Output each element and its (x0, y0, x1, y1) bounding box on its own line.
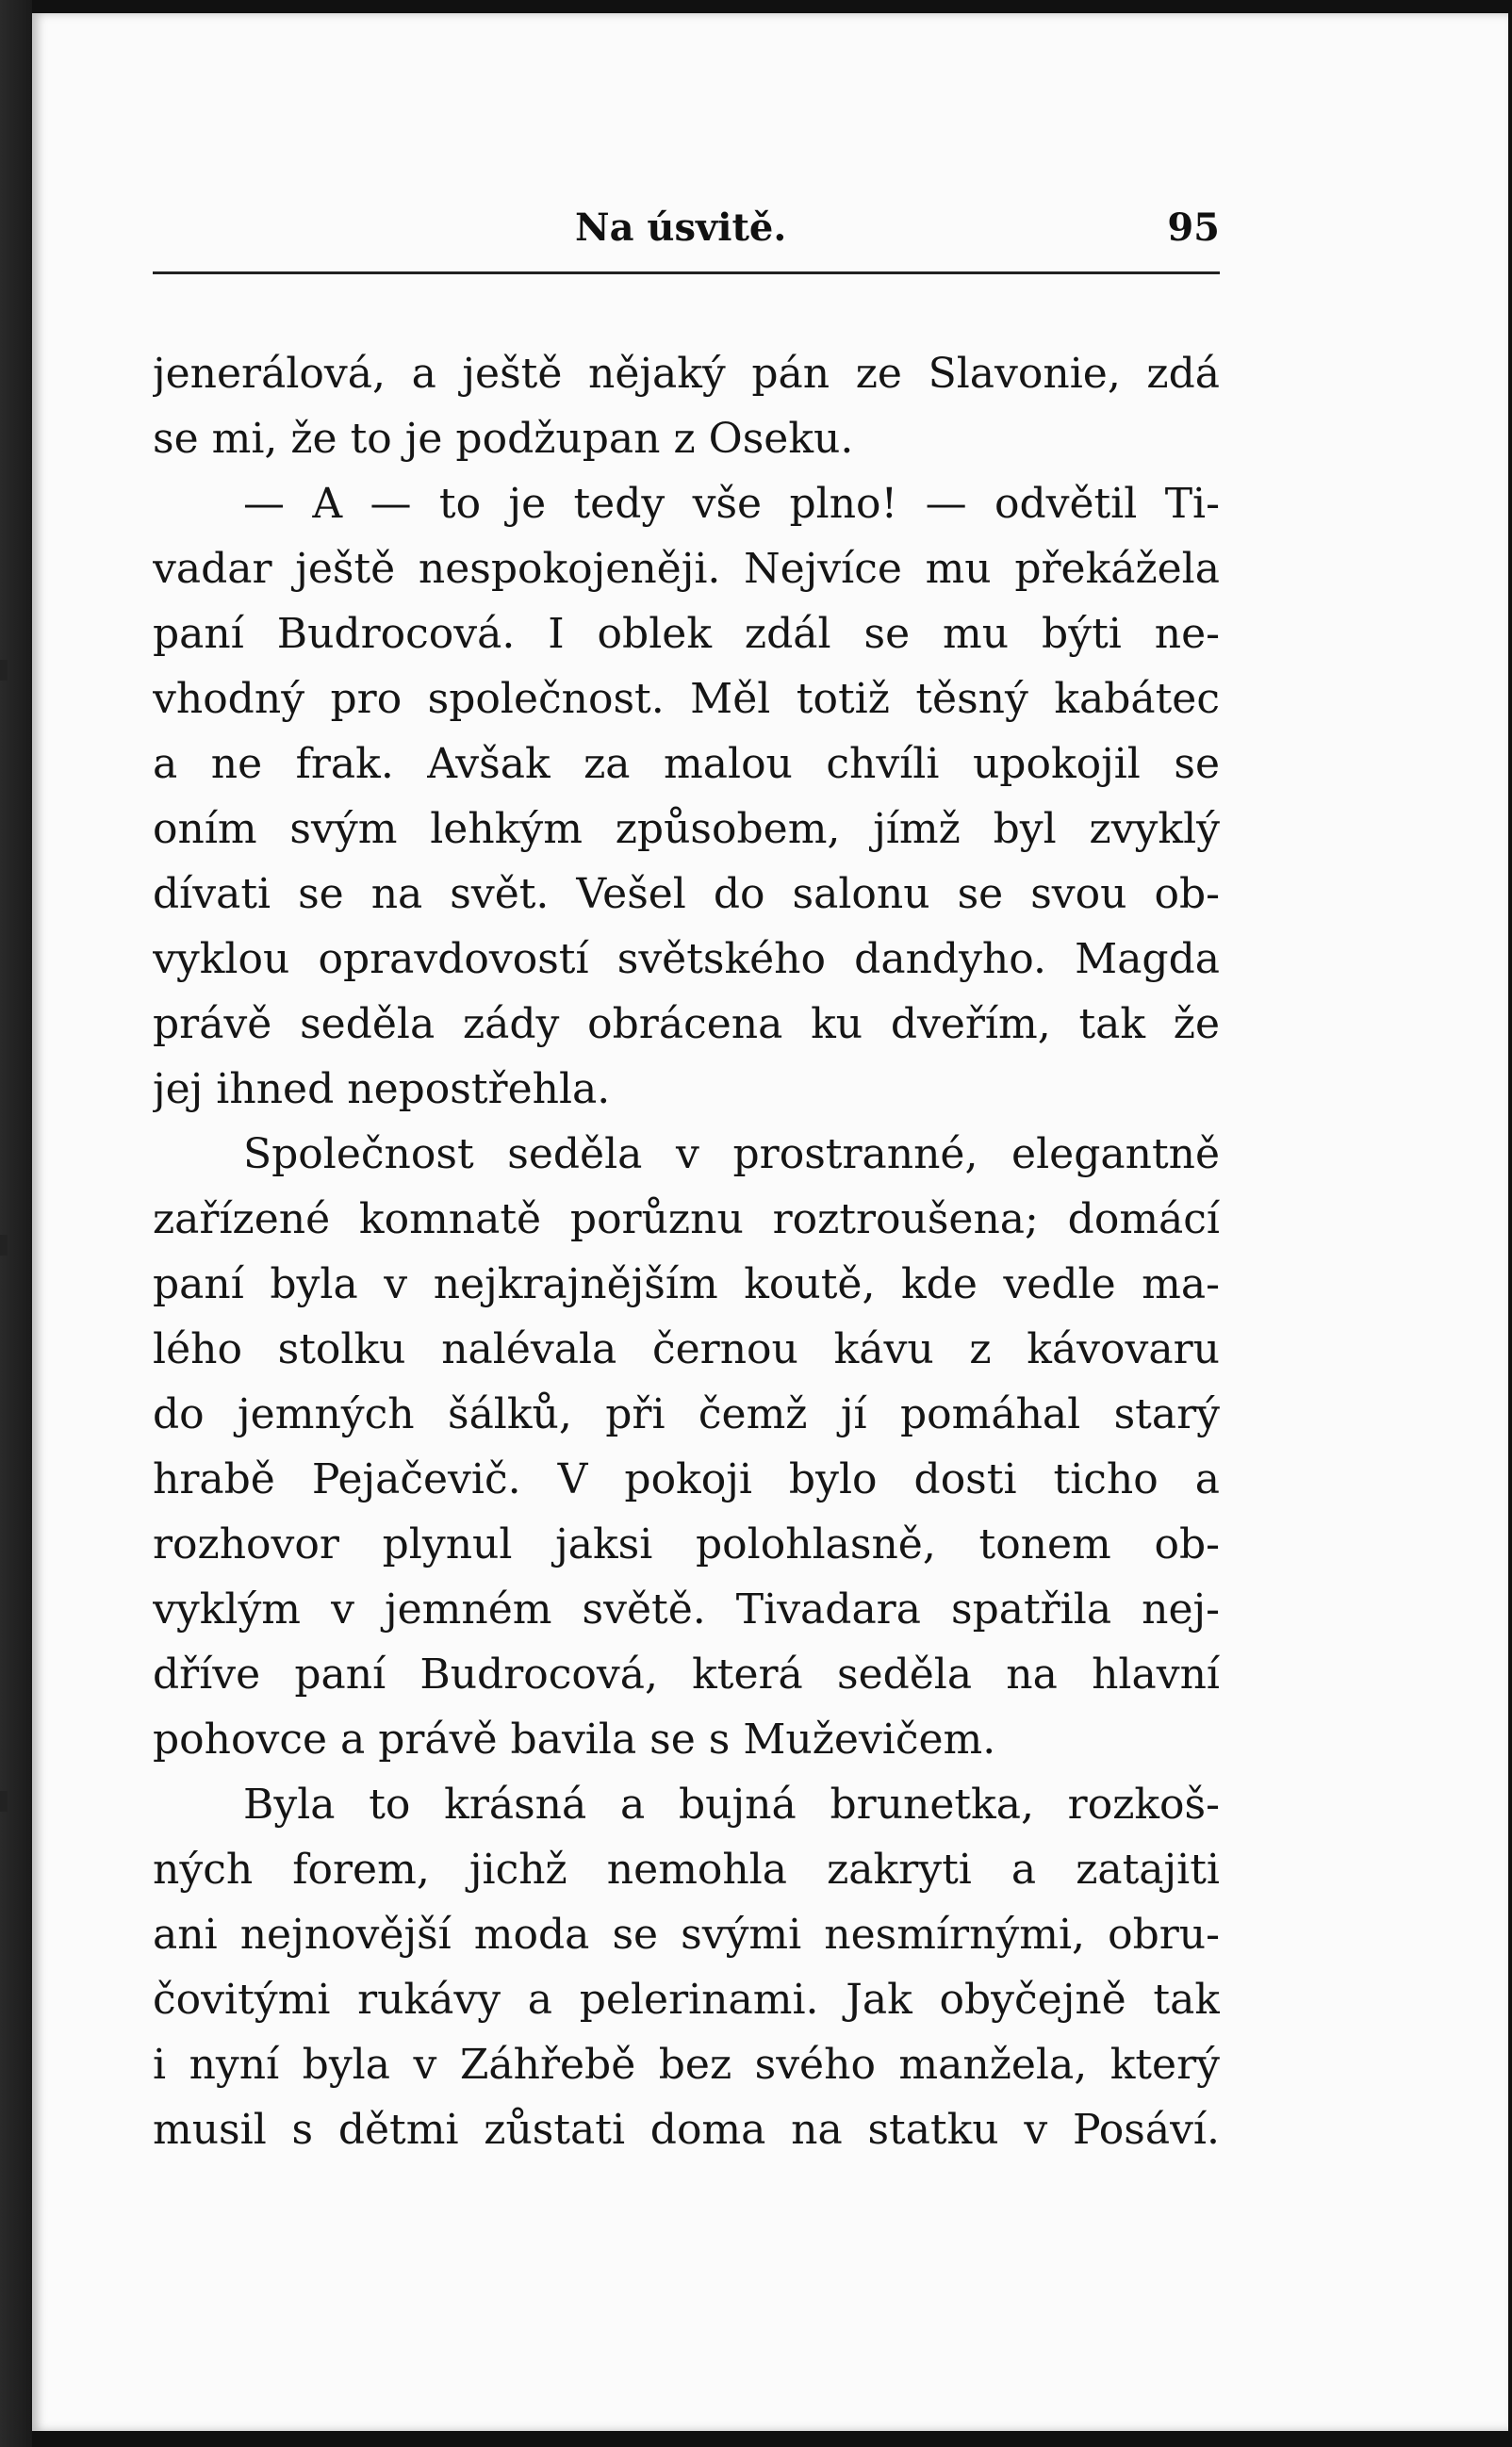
text-line: vadar ještě nespokojeněji. Nejvíce mu překážela (153, 545, 1220, 593)
scan-artifact (0, 1791, 8, 1812)
text-line: dříve paní Budrocová, která seděla na hlavní (153, 1650, 1220, 1699)
scan-artifact (0, 1235, 8, 1256)
text-line: vyklou opravdovostí světského dandyho. Magda (153, 935, 1220, 983)
text-line: rozhovor plynul jaksi polohlasně, tonem ob- (153, 1520, 1220, 1568)
header-rule (153, 271, 1220, 274)
text-line: hrabě Pejačevič. V pokoji bylo dosti ticho a (153, 1455, 1220, 1503)
text-line: musil s dětmi zůstati doma na statku v Posáví. (153, 2106, 1220, 2154)
text-line: — A — to je tedy vše plno! — odvětil Ti- (243, 480, 1220, 528)
text-line: ných forem, jichž nemohla zakryti a zatajiti (153, 1846, 1220, 1894)
text-line: i nyní byla v Záhřebě bez svého manžela, který (153, 2041, 1220, 2089)
text-line: do jemných šálků, při čemž jí pomáhal starý (153, 1390, 1220, 1438)
text-line: lého stolku nalévala černou kávu z kávovaru (153, 1325, 1220, 1373)
text-line: čovitými rukávy a pelerinami. Jak obyčejně tak (153, 1976, 1220, 2024)
scan-artifact (0, 660, 8, 681)
page-header (153, 205, 1220, 262)
text-line: vhodný pro společnost. Měl totiž těsný kabátec (153, 675, 1220, 723)
text-line: pohovce a právě bavila se s Muževičem. (153, 1716, 996, 1764)
running-title: Na úsvitě. (575, 205, 787, 250)
text-line: zařízené komnatě porůznu roztroušena; domácí (153, 1195, 1220, 1243)
text-line: oním svým lehkým způsobem, jímž byl zvyklý (153, 805, 1220, 853)
text-line: vyklým v jemném světě. Tivadara spatřila nej- (153, 1585, 1220, 1634)
body-text (153, 341, 1220, 2162)
text-line: ani nejnovější moda se svými nesmírnými, obru- (153, 1911, 1220, 1959)
text-line: právě seděla zády obrácena ku dveřím, tak že (153, 1000, 1220, 1048)
text-line: se mi, že to je podžupan z Oseku. (153, 415, 854, 463)
text-line: dívati se na svět. Vešel do salonu se svou ob- (153, 870, 1220, 918)
page-number: 95 (1167, 205, 1220, 250)
text-line: jenerálová, a ještě nějaký pán ze Slavonie, zdá (153, 350, 1220, 398)
text-line: a ne frak. Avšak za malou chvíli upokojil se (153, 740, 1220, 788)
page-edge (0, 0, 32, 2447)
text-line: paní byla v nejkrajnějším koutě, kde vedle ma- (153, 1260, 1220, 1308)
text-line: jej ihned nepostřehla. (153, 1065, 611, 1113)
text-line: Společnost seděla v prostranné, elegantně (243, 1130, 1220, 1178)
text-line: paní Budrocová. I oblek zdál se mu býti ne- (153, 610, 1220, 658)
text-line: Byla to krásná a bujná brunetka, rozkoš- (243, 1781, 1220, 1829)
